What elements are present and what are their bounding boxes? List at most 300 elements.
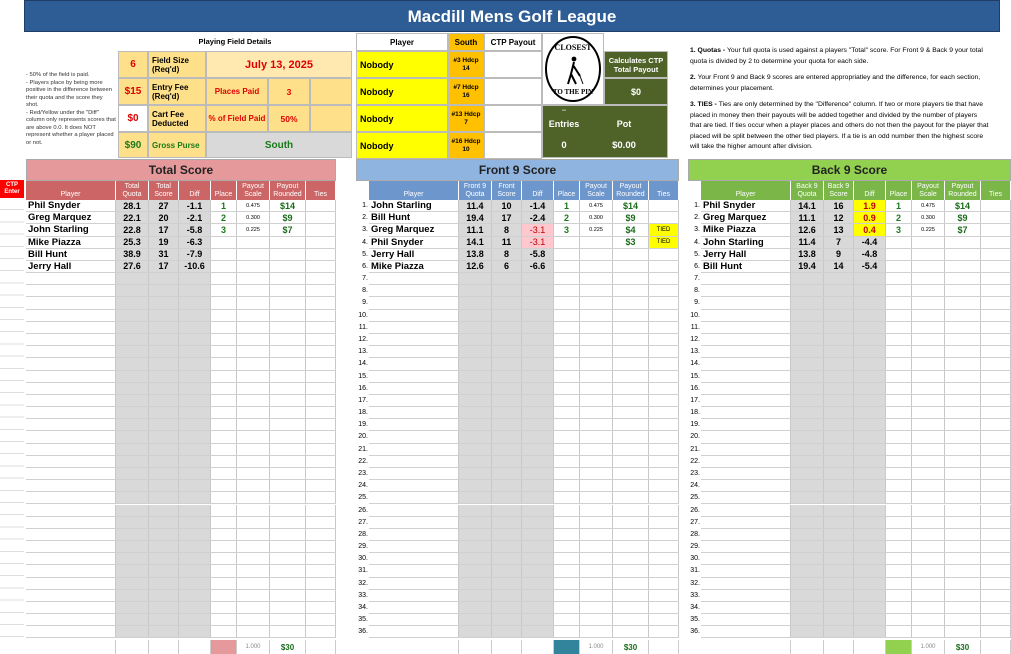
total-empty-cell xyxy=(237,358,270,369)
back-empty-cell[interactable] xyxy=(824,590,854,601)
front-empty-cell[interactable] xyxy=(492,431,522,442)
total-empty-cell xyxy=(179,273,211,284)
front-empty-cell[interactable] xyxy=(492,529,522,540)
back-empty-cell[interactable] xyxy=(824,614,854,625)
date-field[interactable]: July 13, 2025 xyxy=(206,51,352,78)
total-empty-cell xyxy=(211,529,237,540)
back-empty-cell[interactable] xyxy=(701,395,791,406)
total-cell-4: 1 xyxy=(211,200,237,211)
ctp-player-input[interactable]: Nobody xyxy=(356,105,448,132)
back-empty-cell[interactable] xyxy=(824,456,854,467)
total-empty-cell[interactable] xyxy=(26,273,116,284)
back-empty-cell[interactable] xyxy=(824,358,854,369)
back-empty-cell[interactable] xyxy=(701,456,791,467)
front-empty-cell[interactable] xyxy=(369,285,459,296)
back-cell-3: -4.8 xyxy=(854,249,886,260)
front-empty-cell[interactable] xyxy=(492,371,522,382)
back-empty-cell[interactable] xyxy=(701,590,791,601)
back-empty-cell[interactable] xyxy=(701,517,791,528)
front-empty-cell[interactable] xyxy=(369,383,459,394)
row-number: 12. xyxy=(690,335,700,343)
front-empty-cell[interactable] xyxy=(369,395,459,406)
total-empty-cell[interactable] xyxy=(26,456,116,467)
total-cell-0[interactable]: Mike Piazza xyxy=(26,237,116,248)
front-empty-cell[interactable] xyxy=(492,505,522,516)
back-empty-cell[interactable] xyxy=(701,480,791,491)
total-empty-cell xyxy=(306,529,336,540)
total-empty-cell[interactable] xyxy=(26,626,116,637)
back-empty-cell[interactable] xyxy=(701,505,791,516)
total-empty-cell[interactable] xyxy=(149,444,179,455)
back-empty-cell[interactable] xyxy=(824,431,854,442)
back-empty-cell[interactable] xyxy=(824,395,854,406)
back-empty-cell[interactable] xyxy=(701,602,791,613)
back-empty-cell xyxy=(912,468,945,479)
front-empty-cell[interactable] xyxy=(369,419,459,430)
front-empty-cell[interactable] xyxy=(369,614,459,625)
back-empty-cell[interactable] xyxy=(824,297,854,308)
back-empty-cell xyxy=(854,444,886,455)
front-empty-cell[interactable] xyxy=(492,346,522,357)
back-empty-cell[interactable] xyxy=(824,505,854,516)
front-empty-cell[interactable] xyxy=(492,517,522,528)
front-empty-cell[interactable] xyxy=(492,456,522,467)
total-empty-cell xyxy=(116,541,149,552)
front-empty-cell[interactable] xyxy=(369,529,459,540)
entry-fee-label: Entry Fee (Req'd) xyxy=(148,78,206,105)
front-empty-cell[interactable] xyxy=(492,541,522,552)
total-empty-cell xyxy=(179,358,211,369)
total-col-header: Place xyxy=(211,181,237,200)
back-empty-cell[interactable] xyxy=(824,626,854,637)
row-number: 14. xyxy=(690,360,700,368)
total-empty-cell[interactable] xyxy=(149,505,179,516)
total-empty-cell[interactable] xyxy=(26,602,116,613)
back-empty-cell[interactable] xyxy=(701,541,791,552)
back-empty-cell[interactable] xyxy=(824,371,854,382)
back-empty-cell[interactable] xyxy=(701,565,791,576)
back-empty-cell[interactable] xyxy=(701,614,791,625)
total-cell-0[interactable]: Phil Snyder xyxy=(26,200,116,211)
ctp-enter-button[interactable]: CTP Enter xyxy=(0,180,24,198)
total-empty-cell[interactable] xyxy=(26,358,116,369)
back-cell-0[interactable]: Phil Snyder xyxy=(701,200,791,211)
front-empty-cell[interactable] xyxy=(492,358,522,369)
total-empty-cell[interactable] xyxy=(149,273,179,284)
total-cell-2[interactable]: 20 xyxy=(149,212,179,223)
total-empty-cell[interactable] xyxy=(26,419,116,430)
back-empty-cell xyxy=(886,578,912,589)
total-empty-cell[interactable] xyxy=(26,492,116,503)
back-empty-cell[interactable] xyxy=(824,346,854,357)
front-empty-cell[interactable] xyxy=(492,419,522,430)
back-empty-cell xyxy=(912,444,945,455)
front-cell-2[interactable]: 6 xyxy=(492,261,522,272)
total-empty-cell[interactable] xyxy=(149,590,179,601)
total-empty-cell xyxy=(306,456,336,467)
total-empty-cell[interactable] xyxy=(149,614,179,625)
total-empty-cell[interactable] xyxy=(26,407,116,418)
total-cell-4: 2 xyxy=(211,212,237,223)
front-empty-cell xyxy=(459,285,492,296)
back-empty-cell[interactable] xyxy=(701,310,791,321)
back-cell-2[interactable]: 13 xyxy=(824,224,854,235)
front-empty-cell[interactable] xyxy=(369,565,459,576)
back-empty-cell[interactable] xyxy=(701,553,791,564)
total-empty-cell[interactable] xyxy=(149,334,179,345)
row-number: 28. xyxy=(358,530,368,538)
back-cell-2[interactable]: 14 xyxy=(824,261,854,272)
back-empty-cell[interactable] xyxy=(824,310,854,321)
front-empty-cell[interactable] xyxy=(369,273,459,284)
total-empty-cell[interactable] xyxy=(149,419,179,430)
back-empty-cell[interactable] xyxy=(824,553,854,564)
total-empty-cell[interactable] xyxy=(149,492,179,503)
back-empty-cell xyxy=(886,517,912,528)
front-empty-cell[interactable] xyxy=(492,590,522,601)
total-footer-cell xyxy=(116,640,149,654)
back-empty-cell[interactable] xyxy=(824,407,854,418)
back-empty-cell[interactable] xyxy=(701,285,791,296)
total-empty-cell[interactable] xyxy=(149,297,179,308)
back-empty-cell[interactable] xyxy=(701,297,791,308)
back-table-row xyxy=(701,310,1011,322)
entry-fee-value[interactable]: $15 xyxy=(118,78,148,105)
row-number: 4. xyxy=(362,238,368,246)
total-empty-cell[interactable] xyxy=(149,578,179,589)
front-empty-cell[interactable] xyxy=(369,407,459,418)
row-number: 31. xyxy=(358,567,368,575)
front-empty-cell[interactable] xyxy=(369,626,459,637)
total-empty-cell[interactable] xyxy=(149,310,179,321)
total-empty-cell[interactable] xyxy=(26,444,116,455)
front-cell-0[interactable]: Phil Snyder xyxy=(369,237,459,248)
front-cell-2[interactable]: 17 xyxy=(492,212,522,223)
front-empty-cell[interactable] xyxy=(492,602,522,613)
front-empty-cell[interactable] xyxy=(369,590,459,601)
back-empty-cell[interactable] xyxy=(824,602,854,613)
front-empty-cell[interactable] xyxy=(492,383,522,394)
total-empty-cell[interactable] xyxy=(26,371,116,382)
back-empty-cell[interactable] xyxy=(824,468,854,479)
back-cell-0[interactable]: Bill Hunt xyxy=(701,261,791,272)
back-cell-1: 11.1 xyxy=(791,212,824,223)
back-empty-cell[interactable] xyxy=(824,444,854,455)
front-empty-cell[interactable] xyxy=(492,553,522,564)
back-empty-cell[interactable] xyxy=(824,383,854,394)
front-empty-cell[interactable] xyxy=(492,614,522,625)
total-empty-cell[interactable] xyxy=(149,626,179,637)
front-cell-2[interactable]: 11 xyxy=(492,237,522,248)
total-empty-cell[interactable] xyxy=(149,346,179,357)
front-empty-cell[interactable] xyxy=(369,334,459,345)
front-empty-cell[interactable] xyxy=(369,468,459,479)
back-empty-cell xyxy=(945,285,981,296)
row-number: 5. xyxy=(362,250,368,258)
back-empty-cell[interactable] xyxy=(824,529,854,540)
total-empty-cell[interactable] xyxy=(149,565,179,576)
back-empty-cell[interactable] xyxy=(701,358,791,369)
back-empty-cell xyxy=(945,346,981,357)
back-empty-cell[interactable] xyxy=(701,529,791,540)
back-cell-2[interactable]: 9 xyxy=(824,249,854,260)
front-empty-cell[interactable] xyxy=(492,480,522,491)
back-empty-cell[interactable] xyxy=(701,407,791,418)
total-empty-cell[interactable] xyxy=(26,285,116,296)
total-cell-0[interactable]: Bill Hunt xyxy=(26,249,116,260)
total-empty-cell[interactable] xyxy=(26,578,116,589)
total-empty-cell[interactable] xyxy=(26,468,116,479)
back-empty-cell[interactable] xyxy=(824,565,854,576)
total-table-row xyxy=(26,224,336,236)
total-cell-0[interactable]: Jerry Hall xyxy=(26,261,116,272)
front-empty-cell[interactable] xyxy=(492,407,522,418)
back-cell-2[interactable]: 12 xyxy=(824,212,854,223)
total-empty-cell xyxy=(237,383,270,394)
front-empty-cell[interactable] xyxy=(492,444,522,455)
total-empty-cell[interactable] xyxy=(149,480,179,491)
back-cell-5: 0.475 xyxy=(912,200,945,211)
total-empty-cell[interactable] xyxy=(149,529,179,540)
total-empty-cell xyxy=(179,541,211,552)
total-cell-2[interactable]: 17 xyxy=(149,261,179,272)
total-empty-cell xyxy=(270,505,306,516)
front-empty-cell[interactable] xyxy=(369,358,459,369)
total-empty-cell[interactable] xyxy=(149,407,179,418)
total-cell-2[interactable]: 31 xyxy=(149,249,179,260)
front-empty-cell[interactable] xyxy=(492,310,522,321)
ctp-enter-column[interactable] xyxy=(0,198,24,638)
front-empty-cell[interactable] xyxy=(369,444,459,455)
back-empty-cell[interactable] xyxy=(824,273,854,284)
back-empty-cell xyxy=(886,492,912,503)
total-cell-3: -5.8 xyxy=(179,224,211,235)
total-empty-cell[interactable] xyxy=(26,310,116,321)
total-empty-cell[interactable] xyxy=(149,553,179,564)
front-cell-1: 11.1 xyxy=(459,224,492,235)
back-empty-cell[interactable] xyxy=(701,578,791,589)
total-empty-cell[interactable] xyxy=(26,541,116,552)
front-empty-cell xyxy=(613,297,649,308)
front-empty-cell[interactable] xyxy=(369,310,459,321)
front-empty-cell[interactable] xyxy=(369,578,459,589)
front-cell-6: $14 xyxy=(613,200,649,211)
front-empty-cell xyxy=(459,444,492,455)
back-empty-cell[interactable] xyxy=(824,541,854,552)
front-cell-2[interactable]: 10 xyxy=(492,200,522,211)
back-empty-cell xyxy=(854,626,886,637)
front-empty-cell xyxy=(554,529,580,540)
back-empty-cell xyxy=(854,480,886,491)
ctp-player-input[interactable]: Nobody xyxy=(356,132,448,159)
ctp-player-input[interactable]: Nobody xyxy=(356,51,448,78)
total-empty-cell[interactable] xyxy=(149,395,179,406)
total-empty-cell xyxy=(306,492,336,503)
cart-fee-value[interactable]: $0 xyxy=(118,105,148,132)
back-cell-2[interactable]: 7 xyxy=(824,237,854,248)
front-cell-0[interactable]: John Starling xyxy=(369,200,459,211)
back-empty-cell[interactable] xyxy=(824,285,854,296)
back-empty-cell[interactable] xyxy=(701,383,791,394)
front-empty-cell[interactable] xyxy=(369,541,459,552)
front-empty-cell[interactable] xyxy=(492,395,522,406)
front-empty-cell[interactable] xyxy=(369,517,459,528)
back-empty-cell xyxy=(912,431,945,442)
back-empty-cell[interactable] xyxy=(701,468,791,479)
field-size-value[interactable]: 6 xyxy=(118,51,148,78)
front-cell-0[interactable]: Jerry Hall xyxy=(369,249,459,260)
row-number: 32. xyxy=(358,579,368,587)
back-empty-cell[interactable] xyxy=(701,346,791,357)
back-empty-cell[interactable] xyxy=(701,334,791,345)
front-cell-0[interactable]: Greg Marquez xyxy=(369,224,459,235)
front-empty-cell[interactable] xyxy=(369,297,459,308)
back-empty-cell[interactable] xyxy=(701,492,791,503)
total-empty-cell[interactable] xyxy=(26,431,116,442)
total-empty-cell[interactable] xyxy=(26,480,116,491)
total-cell-0[interactable]: John Starling xyxy=(26,224,116,235)
total-empty-cell xyxy=(270,431,306,442)
total-empty-cell xyxy=(116,517,149,528)
total-cell-1: 25.3 xyxy=(116,237,149,248)
front-empty-cell[interactable] xyxy=(369,480,459,491)
total-empty-cell[interactable] xyxy=(149,322,179,333)
front-empty-cell xyxy=(459,297,492,308)
front-empty-cell xyxy=(554,492,580,503)
total-empty-cell xyxy=(270,480,306,491)
back-cell-0[interactable]: Greg Marquez xyxy=(701,212,791,223)
total-empty-cell[interactable] xyxy=(26,395,116,406)
back-empty-cell xyxy=(791,565,824,576)
total-empty-cell[interactable] xyxy=(26,334,116,345)
back-cell-2[interactable]: 16 xyxy=(824,200,854,211)
front-empty-cell xyxy=(580,529,613,540)
total-empty-cell[interactable] xyxy=(149,456,179,467)
front-cell-2[interactable]: 8 xyxy=(492,249,522,260)
front-empty-cell[interactable] xyxy=(369,346,459,357)
total-empty-cell[interactable] xyxy=(26,517,116,528)
front-empty-cell[interactable] xyxy=(369,553,459,564)
total-empty-cell[interactable] xyxy=(149,358,179,369)
back-empty-cell[interactable] xyxy=(701,371,791,382)
total-empty-cell[interactable] xyxy=(149,541,179,552)
front-empty-cell[interactable] xyxy=(369,492,459,503)
front-empty-cell[interactable] xyxy=(492,468,522,479)
front-empty-cell[interactable] xyxy=(492,626,522,637)
total-empty-cell[interactable] xyxy=(26,383,116,394)
front-empty-cell[interactable] xyxy=(492,285,522,296)
back-empty-cell[interactable] xyxy=(701,322,791,333)
back-empty-cell xyxy=(981,614,1011,625)
total-empty-cell[interactable] xyxy=(26,529,116,540)
total-empty-cell[interactable] xyxy=(26,614,116,625)
total-empty-cell[interactable] xyxy=(149,285,179,296)
front-table-row xyxy=(369,553,679,565)
total-empty-cell[interactable] xyxy=(149,383,179,394)
front-empty-cell[interactable] xyxy=(492,297,522,308)
total-empty-cell[interactable] xyxy=(149,468,179,479)
back-empty-cell[interactable] xyxy=(824,334,854,345)
front-empty-cell[interactable] xyxy=(369,431,459,442)
front-empty-cell xyxy=(459,505,492,516)
total-cell-2[interactable]: 27 xyxy=(149,200,179,211)
total-empty-cell[interactable] xyxy=(26,505,116,516)
total-empty-cell xyxy=(306,444,336,455)
front-empty-cell xyxy=(580,590,613,601)
front-empty-cell[interactable] xyxy=(492,273,522,284)
back-empty-cell[interactable] xyxy=(824,517,854,528)
back-empty-cell[interactable] xyxy=(824,322,854,333)
total-empty-cell xyxy=(270,383,306,394)
front-empty-cell xyxy=(554,273,580,284)
front-empty-cell[interactable] xyxy=(492,578,522,589)
front-cell-2[interactable]: 8 xyxy=(492,224,522,235)
front-empty-cell[interactable] xyxy=(369,456,459,467)
front-empty-cell xyxy=(522,419,554,430)
front-empty-cell[interactable] xyxy=(369,322,459,333)
front-empty-cell[interactable] xyxy=(369,505,459,516)
total-cell-0[interactable]: Greg Marquez xyxy=(26,212,116,223)
back-empty-cell[interactable] xyxy=(701,273,791,284)
back-cell-0[interactable]: Mike Piazza xyxy=(701,224,791,235)
total-empty-cell xyxy=(211,505,237,516)
total-empty-cell[interactable] xyxy=(26,297,116,308)
front-empty-cell[interactable] xyxy=(492,492,522,503)
back-table-row xyxy=(701,553,1011,565)
front-empty-cell[interactable] xyxy=(492,334,522,345)
total-empty-cell[interactable] xyxy=(26,590,116,601)
total-empty-cell[interactable] xyxy=(26,346,116,357)
total-empty-cell[interactable] xyxy=(149,602,179,613)
back-empty-cell[interactable] xyxy=(701,419,791,430)
total-empty-cell[interactable] xyxy=(26,553,116,564)
back-empty-cell xyxy=(981,273,1011,284)
back-empty-cell[interactable] xyxy=(701,626,791,637)
front-cell-0[interactable]: Bill Hunt xyxy=(369,212,459,223)
back-empty-cell[interactable] xyxy=(824,492,854,503)
total-empty-cell[interactable] xyxy=(149,431,179,442)
total-empty-cell[interactable] xyxy=(26,565,116,576)
back-cell-0[interactable]: John Starling xyxy=(701,237,791,248)
back-empty-cell[interactable] xyxy=(824,578,854,589)
back-empty-cell[interactable] xyxy=(824,419,854,430)
total-cell-2[interactable]: 17 xyxy=(149,224,179,235)
front-empty-cell[interactable] xyxy=(492,322,522,333)
back-empty-cell xyxy=(854,614,886,625)
front-footer-cell xyxy=(492,640,522,654)
back-cell-0[interactable]: Jerry Hall xyxy=(701,249,791,260)
front-empty-cell[interactable] xyxy=(369,602,459,613)
details-notes: - 50% of the field is paid. - Players place by being more positive in the difference between their quota and the score they shot. - Red/Yellow under the "Diff" column only represents scores that are above 0.0. It does NOT represent whether a player placed or not. xyxy=(26,72,116,146)
total-empty-cell[interactable] xyxy=(26,322,116,333)
front-cell-0[interactable]: Mike Piazza xyxy=(369,261,459,272)
row-number: 24. xyxy=(358,482,368,490)
instruction-item xyxy=(690,100,990,153)
back-empty-cell[interactable] xyxy=(701,444,791,455)
total-cell-2[interactable]: 19 xyxy=(149,237,179,248)
total-empty-cell[interactable] xyxy=(149,517,179,528)
front-cell-1: 14.1 xyxy=(459,237,492,248)
total-table-row xyxy=(26,273,336,285)
ctp-player-input[interactable]: Nobody xyxy=(356,78,448,105)
total-empty-cell xyxy=(237,529,270,540)
front-empty-cell[interactable] xyxy=(492,565,522,576)
front-empty-cell[interactable] xyxy=(369,371,459,382)
back-empty-cell[interactable] xyxy=(824,480,854,491)
back-footer-cell xyxy=(701,640,791,654)
total-empty-cell[interactable] xyxy=(149,371,179,382)
back-empty-cell[interactable] xyxy=(701,431,791,442)
